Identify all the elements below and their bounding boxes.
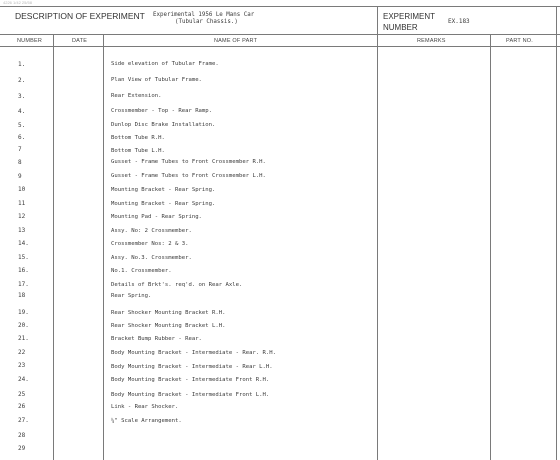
row-number: 22: [18, 349, 26, 356]
row-number: 20.: [18, 322, 29, 329]
row-part-name: No.1. Crossmember.: [111, 268, 172, 274]
row-part-name: Side elevation of Tubular Frame.: [111, 61, 219, 67]
row-number: 1.: [18, 61, 26, 68]
header-divider: [0, 34, 560, 35]
row-part-name: Mounting Bracket - Rear Spring.: [111, 187, 216, 193]
row-number: 23: [18, 362, 26, 369]
row-number: 17.: [18, 281, 29, 288]
row-number: 2.: [18, 77, 26, 84]
row-part-name: Gusset - Frame Tubes to Front Crossmember R.H.: [111, 159, 266, 165]
row-number: 21.: [18, 335, 29, 342]
row-number: 9: [18, 173, 22, 180]
row-part-name: Rear Extension.: [111, 93, 162, 99]
row-number: 19.: [18, 309, 29, 316]
col-number: NUMBER: [17, 38, 43, 44]
row-number: 10: [18, 186, 26, 193]
row-part-name: ¼" Scale Arrangement.: [111, 418, 182, 424]
row-number: 24.: [18, 376, 29, 383]
row-part-name: Crossmember - Top - Rear Ramp.: [111, 108, 213, 114]
row-number: 13: [18, 227, 26, 234]
row-part-name: Body Mounting Bracket - Intermediate Front L.H.: [111, 392, 270, 398]
experiment-label: EXPERIMENT: [383, 12, 436, 21]
row-part-name: Bracket Bump Rubber - Rear.: [111, 336, 202, 342]
row-part-name: Bottom Tube L.H.: [111, 148, 165, 154]
col-line-remarks: [490, 34, 491, 460]
description-line-1: Experimental 1956 Le Mans Car: [153, 12, 255, 18]
row-number: 26: [18, 403, 26, 410]
row-part-name: Gusset - Frame Tubes to Front Crossmember L.H.: [111, 173, 266, 179]
row-number: 12: [18, 213, 26, 220]
col-line-number: [53, 34, 54, 460]
col-part-no: PART NO.: [506, 38, 533, 44]
col-line-date: [103, 34, 104, 460]
right-border: [556, 6, 557, 460]
row-part-name: Body Mounting Bracket - Intermediate - Rear. R.H.: [111, 350, 277, 356]
row-number: 25: [18, 391, 26, 398]
col-remarks: REMARKS: [417, 38, 446, 44]
description-line-2: (Tubular Chassis.): [175, 19, 238, 25]
row-number: 16.: [18, 267, 29, 274]
row-number: 11: [18, 200, 26, 207]
row-number: 8: [18, 159, 22, 166]
row-part-name: Body Mounting Bracket - Intermediate Front R.H.: [111, 377, 270, 383]
row-number: 14.: [18, 240, 29, 247]
row-part-name: Bottom Tube R.H.: [111, 135, 165, 141]
row-number: 18: [18, 292, 26, 299]
row-part-name: Crossmember Nos: 2 & 3.: [111, 241, 189, 247]
row-number: 28: [18, 432, 26, 439]
row-number: 27.: [18, 417, 29, 424]
row-number: 29: [18, 445, 26, 452]
row-number: 15.: [18, 254, 29, 261]
row-part-name: Mounting Pad - Rear Spring.: [111, 214, 202, 220]
description-label: DESCRIPTION OF EXPERIMENT: [15, 11, 145, 21]
row-part-name: Dunlop Disc Brake Installation.: [111, 122, 216, 128]
col-date: DATE: [72, 38, 88, 44]
row-part-name: Assy. No.3. Crossmember.: [111, 255, 192, 261]
col-line-name: [377, 34, 378, 460]
top-border: [0, 6, 560, 7]
row-part-name: Plan View of Tubular Frame.: [111, 77, 202, 83]
row-part-name: Mounting Bracket - Rear Spring.: [111, 201, 216, 207]
form-code: 4226 1/42 25/58: [3, 0, 32, 5]
row-part-name: Rear Shocker Mounting Bracket L.H.: [111, 323, 226, 329]
row-number: 5.: [18, 122, 26, 129]
row-part-name: Assy. No: 2 Crossmember.: [111, 228, 192, 234]
row-part-name: Link - Rear Shocker.: [111, 404, 179, 410]
row-number: 4.: [18, 108, 26, 115]
row-number: 3.: [18, 93, 26, 100]
header-split-line: [377, 6, 378, 34]
column-header-divider: [0, 46, 560, 47]
experiment-number: EX.183: [448, 18, 470, 25]
row-number: 7: [18, 146, 22, 153]
col-name-of-part: NAME OF PART: [214, 38, 258, 44]
row-part-name: Details of Brkt's. req'd. on Rear Axle.: [111, 282, 243, 288]
row-part-name: Body Mounting Bracket - Intermediate - Rear L.H.: [111, 364, 273, 370]
row-part-name: Rear Shocker Mounting Bracket R.H.: [111, 310, 226, 316]
row-number: 6.: [18, 134, 26, 141]
row-part-name: Rear Spring.: [111, 293, 152, 299]
number-label: NUMBER: [383, 23, 418, 32]
